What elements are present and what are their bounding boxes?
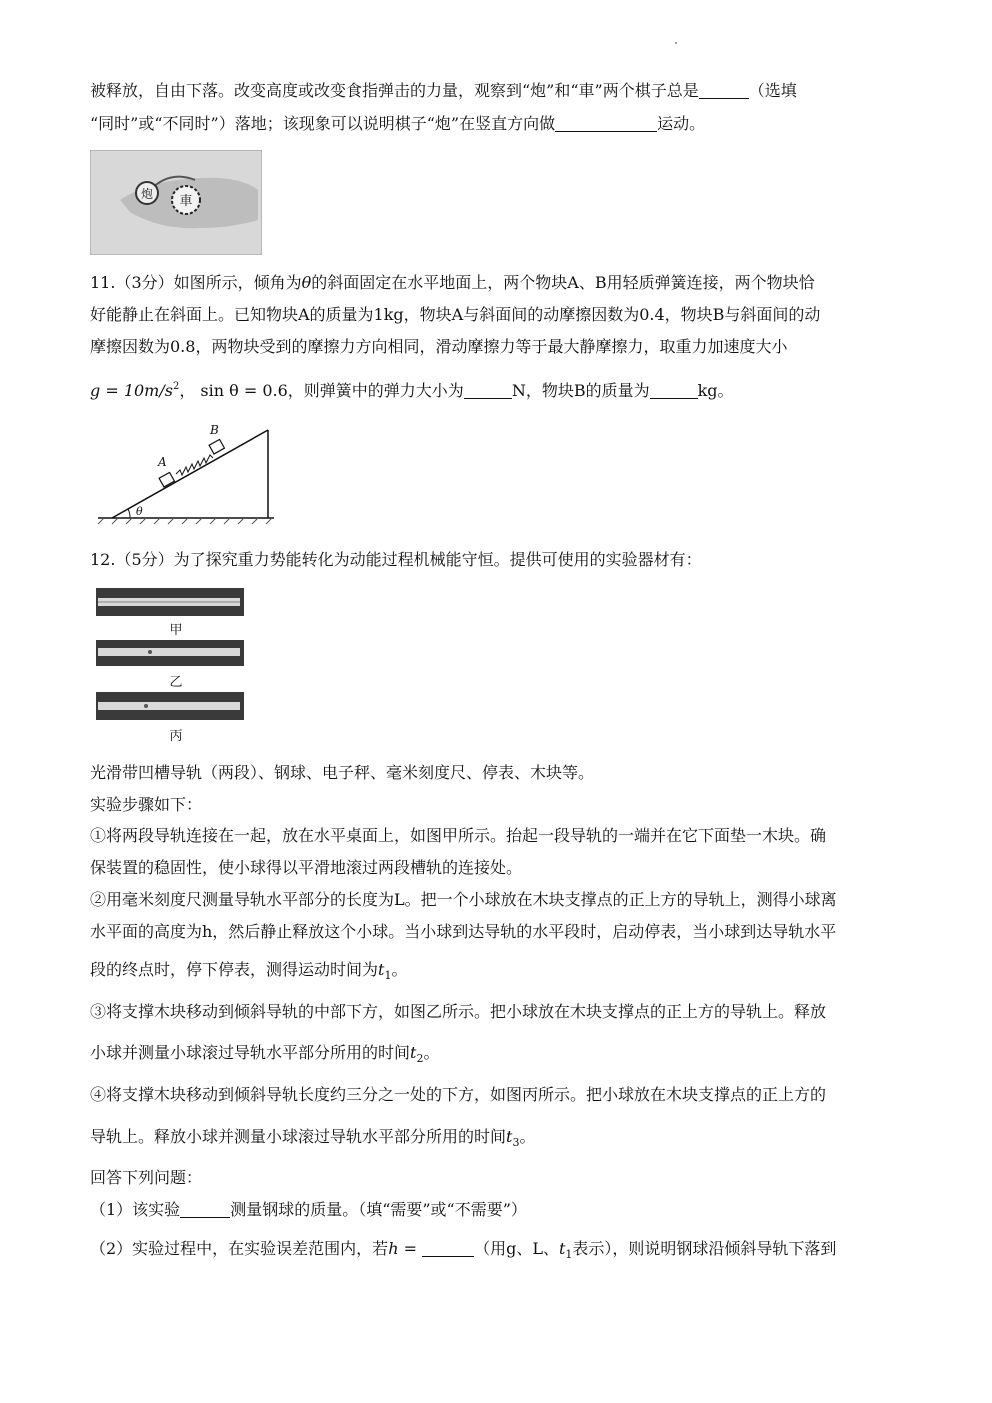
q10-line-1: 被释放，自由下落。改变高度或改变食指弹击的力量，观察到“炮”和“車”两个棋子总是 （选填 xyxy=(90,81,797,100)
q12-subq2: （2）实验过程中，在实验误差范围内，若h = （用g、L、$t_1$表示），则说明钢球沿倾斜导轨下落到 xyxy=(90,1239,837,1261)
q10-line-2: “同时”或“不同时”）落地；该现象可以说明棋子“炮”在竖直方向做 运动。 xyxy=(90,114,706,133)
answer-blank xyxy=(464,382,512,399)
chess-flick-photo xyxy=(90,150,262,255)
q12-step4-line1: ④将支撑木块移动到倾斜导轨长度约三分之一处的下方，如图丙所示。把小球放在木块支撑点的正上方的 xyxy=(90,1085,827,1104)
answer-blank xyxy=(180,1201,230,1218)
answer-blank xyxy=(555,115,657,132)
block-b-label: B xyxy=(210,423,219,437)
fig-bing-label: 丙 xyxy=(169,729,183,744)
q12-header: 12.（5分）为了探究重力势能转化为动能过程机械能守恒。提供可使用的实验器材有： xyxy=(90,550,702,569)
scan-dot xyxy=(675,42,677,44)
answer-blank xyxy=(650,382,698,399)
q12-step4-line2: 导轨上。释放小球并测量小球滚过导轨水平部分所用的时间$t_3$。 xyxy=(90,1127,536,1149)
q12-step1-line2: 保装置的稳固性，使小球得以平滑地滚过两段槽轨的连接处。 xyxy=(90,858,523,877)
answer-blank xyxy=(699,82,749,99)
q12-subq1: （1）该实验 测量钢球的质量。（填“需要”或“不需要”） xyxy=(90,1200,527,1219)
fig-yi-label: 乙 xyxy=(169,675,183,690)
theta-label: θ xyxy=(136,505,143,518)
q12-step3-line1: ③将支撑木块移动到倾斜导轨的中部下方，如图乙所示。把小球放在木块支撑点的正上方的导轨上。释放 xyxy=(90,1002,827,1021)
q12-step2-line3: 段的终点时，停下停表，测得运动时间为$t_1$。 xyxy=(90,960,408,982)
q11-line-1: 11.（3分）如图所示，倾角为θ的斜面固定在水平地面上，两个物块A、B用轻质弹簧连接，两个物块恰 xyxy=(90,273,815,292)
rail-figures xyxy=(94,582,246,748)
q12-step3-line2: 小球并测量小球滚过导轨水平部分所用的时间$t_2$。 xyxy=(90,1043,440,1065)
piece-che-label: 車 xyxy=(179,194,193,209)
answer-blank xyxy=(422,1240,474,1257)
q11-line-3: 摩擦因数为0.8，两物块受到的摩擦力方向相同，滑动摩擦力等于最大静摩擦力，取重力加速度大小 xyxy=(90,337,788,356)
q11-line-2: 好能静止在斜面上。已知物块A的质量为1kg，物块A与斜面间的动摩擦因数为0.4，物块B与斜面间的动 xyxy=(90,305,821,324)
q12-equipment: 光滑带凹槽导轨（两段）、钢球、电子秤、毫米刻度尺、停表、木块等。 xyxy=(90,763,595,782)
piece-pao-label: 炮 xyxy=(140,187,154,201)
q12-step2-line2: 水平面的高度为h，然后静止释放这个小球。当小球到达导轨的水平段时，启动停表，当小球到达导轨水平 xyxy=(90,922,837,941)
q11-line-4: $g = 10m/s^2$， sin θ = 0.6，则弹簧中的弹力大小为 N，物块B的质量为 kg。 xyxy=(90,381,734,400)
q12-step2-line1: ②用毫米刻度尺测量导轨水平部分的长度为L。把一个小球放在木块支撑点的正上方的导轨上，测得小球离 xyxy=(90,890,837,909)
q12-answer-header: 回答下列问题： xyxy=(90,1168,203,1187)
fig-jia-label: 甲 xyxy=(169,623,183,638)
block-a-label: A xyxy=(158,455,167,469)
q12-steps-header: 实验步骤如下： xyxy=(90,795,203,814)
incline-diagram xyxy=(92,418,278,528)
q12-step1-line1: ①将两段导轨连接在一起，放在水平桌面上，如图甲所示。抬起一段导轨的一端并在它下面垫一木块。确 xyxy=(90,826,827,845)
